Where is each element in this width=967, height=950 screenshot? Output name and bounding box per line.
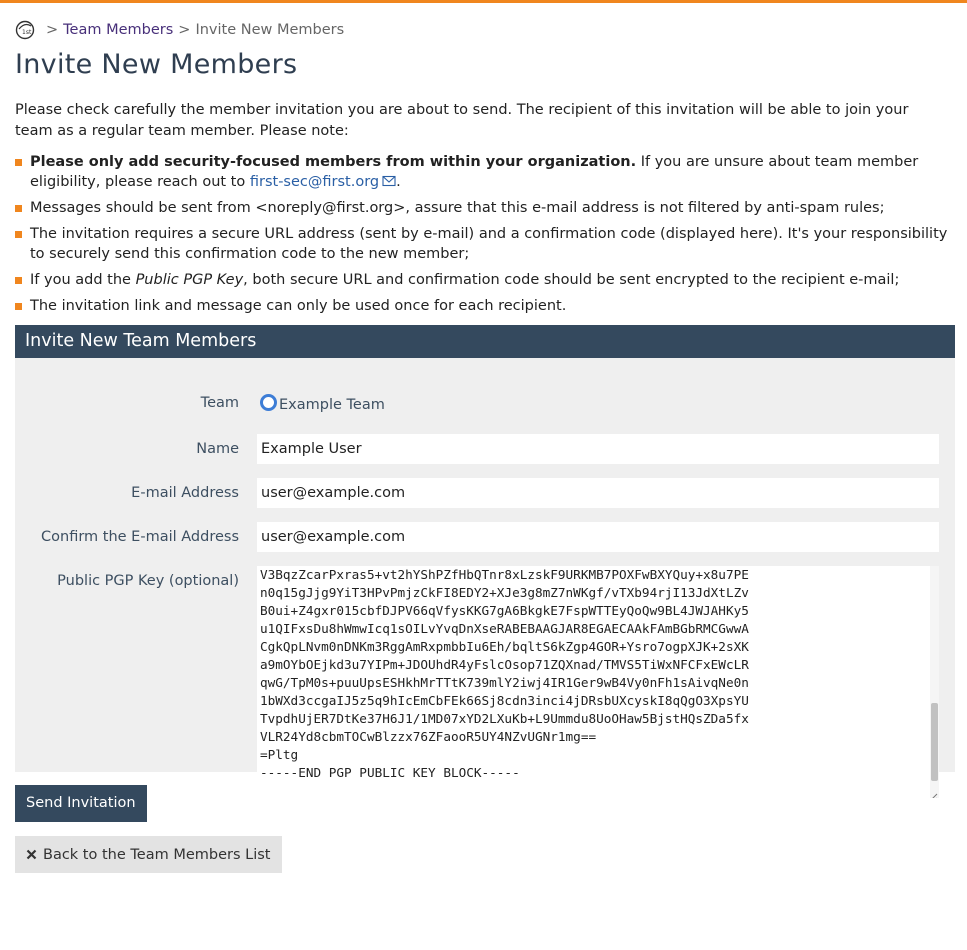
back-to-list-button[interactable] bbox=[15, 836, 282, 873]
note-text: If you are unsure about team member eligibility, please reach out to bbox=[30, 154, 919, 190]
list-item: The invitation link and message can only be used once for each recipient. bbox=[15, 296, 953, 316]
name-row bbox=[15, 434, 939, 464]
team-label: Team bbox=[200, 395, 239, 411]
back-button-label: Back to the Team Members List bbox=[43, 846, 271, 863]
close-icon bbox=[26, 849, 37, 860]
note-text: . bbox=[396, 174, 401, 190]
breadcrumb-current: Invite New Members bbox=[195, 22, 345, 38]
list-item bbox=[15, 270, 953, 290]
breadcrumb-separator: > bbox=[178, 22, 191, 38]
note-text: , both secure URL and confirmation code should be sent encrypted to the recipient e-mail; bbox=[243, 272, 900, 288]
list-item: Messages should be sent from <noreply@first.org>, assure that this e-mail address is not filtered by anti-spam rules; bbox=[15, 198, 953, 218]
team-option-label[interactable]: Example Team bbox=[279, 397, 385, 413]
confirm-email-input[interactable] bbox=[257, 522, 939, 552]
breadcrumb-team-members-link[interactable]: Team Members bbox=[63, 22, 174, 38]
confirm-email-row bbox=[15, 522, 939, 552]
pgp-label: Public PGP Key (optional) bbox=[57, 573, 239, 589]
resize-handle-icon[interactable] bbox=[928, 787, 938, 797]
breadcrumb-separator: > bbox=[46, 22, 59, 38]
pgp-scroll-thumb[interactable] bbox=[931, 703, 938, 781]
email-row bbox=[15, 478, 939, 508]
pgp-key-textarea[interactable] bbox=[257, 566, 939, 798]
send-invitation-button[interactable]: Send Invitation bbox=[15, 785, 147, 822]
note-emphasis: Public PGP Key bbox=[135, 272, 244, 288]
note-bold-text: Please only add security-focused members from within your organization. bbox=[30, 154, 637, 170]
envelope-icon bbox=[382, 173, 396, 185]
breadcrumb bbox=[15, 19, 953, 41]
note-text: If you add the bbox=[30, 272, 136, 288]
team-radio[interactable] bbox=[260, 394, 277, 411]
email-input[interactable] bbox=[257, 478, 939, 508]
pgp-key-text: V3BqzZcarPxras5+vt2hYShPZfHbQTnr8xLzskF9URKMB7POXFwBXYQuy+x8u7PE n0q15gJjg9YiT3HPvPmjzCkFI8EDY2+XJe3g8mZ7nWKgf/vTXb94rjI13JdXtLZv B0ui+Z4gxr015cbfDJPV66qVfysKKG7gA6BkgkE7FspWTTEyQoQw9BL4JWJAHKy5 u1QIFxsDu8hWmwIcq1sOILvYvqDnXseRABEBAAGJAR8EGAECAAkFAmBGbRMCGwwA CgkQpLNvm0nDNKm3RggAmRxpmbbIu6Eh/bqltS6kZgp4GOR+Ysro7ogpXJK+2sXK a9mOYbOEjkd3u7YIPm+JDOUhdR4yFslcOsop71ZQXnad/TMVS5TiWxNFCFxEWcLR qwG/TpM0s+puuUpsESHkhMrTTtK739mlY2iwj4IR1Ger9wB4Vy0nFh1sAivqNe0n 1bWXd3ccgaIJ5z5q9hIcEmCbFEk66Sj8cdn3inci4jDRsbUXcyskI8qQgO3XpsYU TvpdhUjER7DtKe37H6J1/1MD07xYD2LXuKb+L9Ummdu8UoOHaw5BjstHQsZDa5fx VLR24Yd8cbmTOCwBlzzx76ZFaooR5UY4NZvUGNr1mg== =Pltg -----END PGP PUBLIC KEY BLOCK----- bbox=[260, 567, 749, 780]
list-item: The invitation requires a secure URL address (sent by e-mail) and a confirmation code (displayed here). It's your responsibility to securely send this confirmation code to the new member; bbox=[15, 224, 953, 264]
page bbox=[0, 19, 967, 873]
list-item bbox=[15, 152, 953, 192]
email-label: E-mail Address bbox=[131, 485, 239, 501]
pgp-scrollbar[interactable] bbox=[930, 566, 939, 798]
first-logo-home-icon[interactable] bbox=[15, 20, 35, 40]
svg-text:1st: 1st bbox=[22, 29, 32, 36]
name-input[interactable] bbox=[257, 434, 939, 464]
invite-panel bbox=[15, 325, 955, 780]
team-row bbox=[15, 388, 939, 420]
notes-list bbox=[15, 152, 953, 316]
page-title: Invite New Members bbox=[15, 49, 298, 80]
invite-form bbox=[15, 358, 955, 780]
pgp-row bbox=[15, 566, 939, 798]
security-email-link[interactable]: first-sec@first.org bbox=[249, 174, 380, 190]
intro-text: Please check carefully the member invitation you are about to send. The recipient of this invitation will be able to join your team as a regular team member. Please note: bbox=[15, 102, 909, 139]
name-label: Name bbox=[196, 441, 239, 457]
panel-title: Invite New Team Members bbox=[15, 325, 955, 358]
confirm-email-label: Confirm the E-mail Address bbox=[41, 529, 239, 545]
